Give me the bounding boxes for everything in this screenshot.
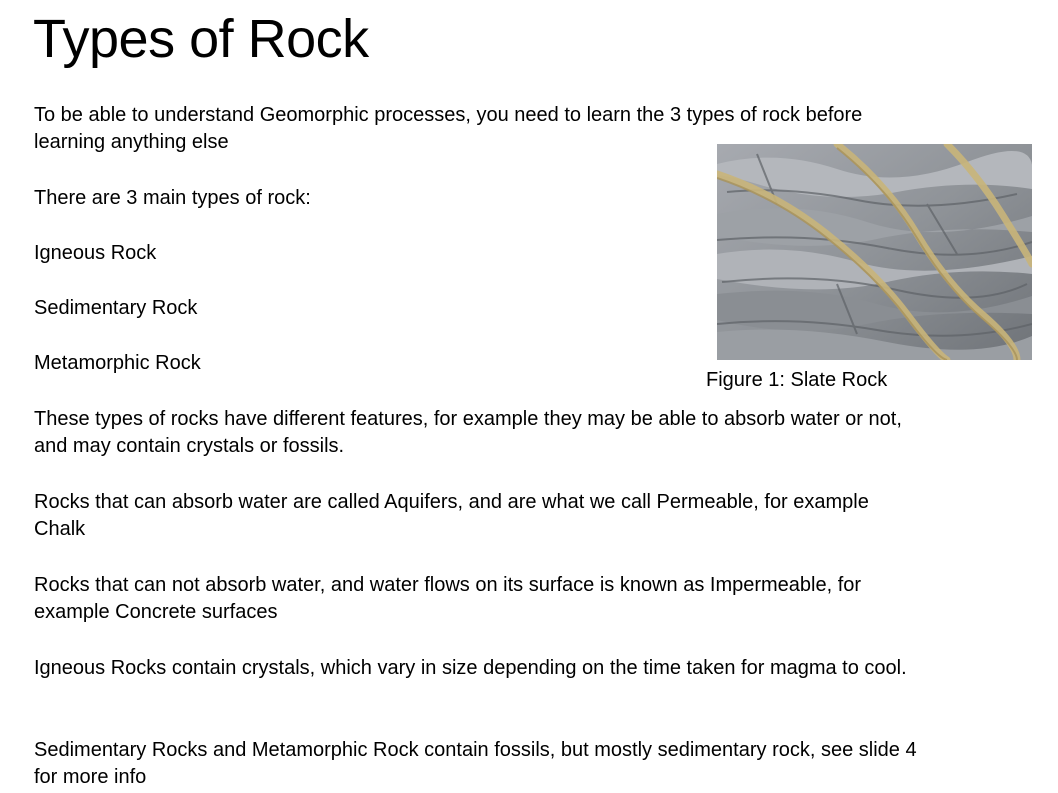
- main-types-heading: There are 3 main types of rock:: [34, 187, 311, 209]
- figure-caption: Figure 1: Slate Rock: [706, 369, 888, 391]
- fossils-paragraph: Sedimentary Rocks and Metamorphic Rock contain fossils, but mostly sedimentary rock, see slide 4 for more info: [34, 739, 917, 788]
- rock-type-sedimentary: Sedimentary Rock: [34, 297, 198, 319]
- aquifers-paragraph: Rocks that can absorb water are called Aquifers, and are what we call Permeable, for example Chalk: [34, 491, 869, 540]
- features-paragraph: These types of rocks have different features, for example they may be able to absorb water or not, and may contain crystals or fossils.: [34, 408, 902, 457]
- igneous-crystals-paragraph: Igneous Rocks contain crystals, which vary in size depending on the time taken for magma to cool.: [34, 657, 907, 679]
- slate-rock-photo: [717, 144, 1032, 360]
- rock-type-metamorphic: Metamorphic Rock: [34, 352, 201, 374]
- intro-paragraph: To be able to understand Geomorphic processes, you need to learn the 3 types of rock before learning anything else: [34, 104, 863, 153]
- impermeable-paragraph: Rocks that can not absorb water, and water flows on its surface is known as Impermeable, for example Concrete surfaces: [34, 574, 862, 623]
- slide-title: Types of Rock: [33, 9, 369, 69]
- rock-type-igneous: Igneous Rock: [34, 242, 157, 264]
